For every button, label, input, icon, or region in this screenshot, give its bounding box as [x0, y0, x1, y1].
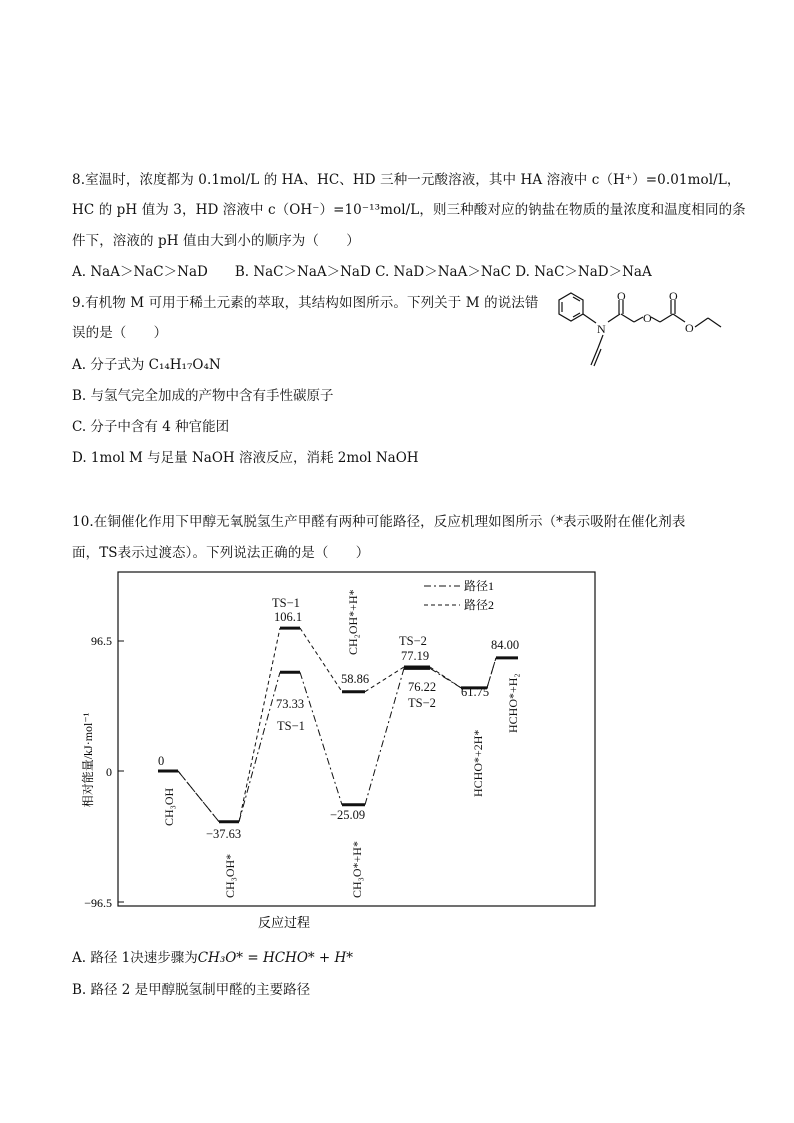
value-label-58: 58.86 [341, 672, 370, 686]
atom-o3: O [669, 289, 678, 303]
y-axis-label: 相对能量/kJ·mol⁻¹ [81, 712, 95, 808]
q10-line1: 10.在铜催化作用下甲醇无氧脱氢生产甲醛有两种可能路径，反应机理如图所示（*表示吸附在催化剂表 [72, 514, 686, 530]
q10-option-a [72, 946, 353, 966]
species-hcho-h2: HCHO*+H₂ [506, 673, 520, 733]
q9-line1: 9.有机物 M 可用于稀土元素的萃取，其结构如图所示。下列关于 M 的说法错 [72, 295, 539, 311]
connector-series1-3 [365, 668, 404, 804]
atom-o2: O [643, 311, 652, 325]
value-label-77: 77.19 [401, 649, 430, 663]
q10-option-b: B. 路径 2 是甲醇脱氢制甲醛的主要路径 [72, 982, 311, 998]
q10-option-a-text: A. 路径 1决速步骤为 [72, 950, 198, 966]
q8-line2: HC 的 pH 值为 3，HD 溶液中 c（OH⁻）=10⁻¹³mol/L，则三种酸对应的钠盐在物质的量浓度和温度相同的条 [72, 202, 746, 218]
ytick-top: 96.5 [91, 634, 112, 648]
value-label-73: 73.33 [276, 697, 305, 711]
species-ch3o-h: CH₃O*+H* [350, 841, 364, 898]
q8-line1: 8.室温时，浓度都为 0.1mol/L 的 HA、HC、HD 三种一元酸溶液，其中 HA 溶液中 c（H⁺）=0.01mol/L， [72, 172, 741, 188]
ts2-label-bottom: TS−2 [408, 696, 436, 710]
connector-series1-1 [239, 672, 280, 821]
legend-label-path2: 路径2 [464, 598, 495, 612]
ts1-label-bottom: TS−1 [277, 719, 305, 733]
value-label-84: 84.00 [491, 638, 520, 652]
value-label-neg25: −25.09 [330, 808, 366, 822]
q10-option-a-equation: CH₃O* = HCHO* + H* [197, 950, 354, 966]
molecule-structure [550, 286, 730, 376]
legend-label-path1: 路径1 [464, 579, 495, 593]
value-label-61: 61.75 [461, 685, 490, 699]
species-hcho-2h: HCHO*+2H* [471, 729, 485, 797]
q8-options: A. NaA＞NaC＞NaD B. NaC＞NaA＞NaD C. NaD＞NaA＞NaC D. NaC＞NaD＞NaA [72, 264, 652, 280]
value-label-106: 106.1 [274, 610, 303, 624]
q9-option-c: C. 分子中含有 4 种官能团 [72, 419, 230, 435]
q9-line2: 误的是（ ） [72, 325, 168, 341]
q9-option-b: B. 与氢气完全加成的产物中含有手性碳原子 [72, 388, 334, 404]
connector-series2-2 [300, 628, 342, 692]
value-label-76: 76.22 [408, 680, 437, 694]
ytick-zero: 0 [106, 765, 112, 779]
value-label-neg37: −37.63 [206, 827, 242, 841]
energy-profile-chart [0, 560, 794, 940]
species-ch3oh-ads: CH₃OH* [223, 853, 237, 898]
species-ch3oh: CH₃OH [162, 787, 176, 826]
ytick-bottom: −96.5 [84, 896, 112, 910]
connector-series2-1 [239, 628, 280, 822]
atom-o4: O [685, 321, 694, 335]
value-label-0: 0 [158, 754, 165, 768]
atom-o1: O [617, 289, 626, 303]
q9-option-a: A. 分子式为 C₁₄H₁₇O₄N [72, 357, 221, 373]
atom-n: N [597, 322, 606, 336]
q9-option-d: D. 1mol M 与足量 NaOH 溶液反应，消耗 2mol NaOH [72, 450, 419, 466]
q8-line3: 件下，溶液的 pH 值由大到小的顺序为（ ） [72, 233, 360, 249]
ts1-label-top: TS−1 [272, 596, 300, 610]
q10-line2: 面，TS表示过渡态）。下列说法正确的是（ ） [72, 545, 370, 561]
x-axis-label: 反应过程 [257, 915, 311, 930]
ts2-label-top: TS−2 [399, 634, 427, 648]
species-ch2oh-h: CH₂OH*+H* [346, 589, 360, 655]
connector-series1-2 [300, 672, 342, 805]
